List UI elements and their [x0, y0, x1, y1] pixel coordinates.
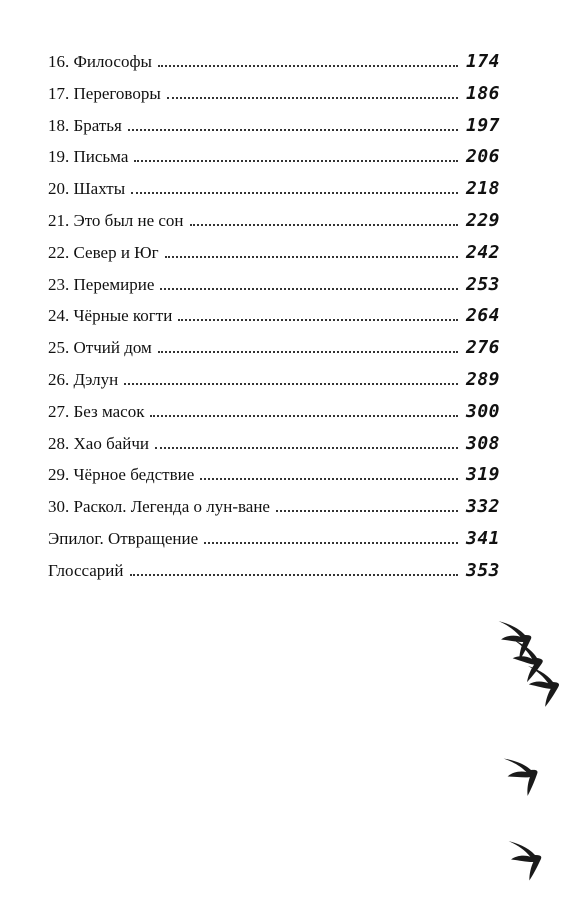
dot-leader [124, 383, 458, 385]
toc-entry-title: Эпилог. Отвращение [48, 528, 199, 548]
toc-entry-page: 253 [465, 273, 500, 295]
dot-leader [160, 288, 458, 290]
toc-entry[interactable] [48, 275, 500, 307]
toc-entry-page: 308 [465, 432, 500, 454]
toc-entry-title: 21. Это был не сон [48, 210, 184, 230]
toc-entry-title: 27. Без масок [48, 401, 145, 421]
toc-entry[interactable] [48, 116, 500, 148]
toc-entry[interactable] [48, 211, 500, 243]
toc-entry-page: 276 [465, 337, 500, 359]
toc-entry-page: 332 [465, 496, 500, 518]
toc-entry[interactable] [48, 561, 500, 593]
toc-entry-page: 218 [465, 178, 500, 200]
toc-entry-title: 25. Отчий дом [48, 338, 152, 358]
toc-entry-page: 186 [465, 82, 500, 104]
toc-entry[interactable] [48, 147, 500, 179]
dot-leader [134, 160, 458, 162]
dot-leader [178, 319, 458, 321]
toc-entry-page: 264 [465, 305, 500, 327]
toc-entry[interactable] [48, 370, 500, 402]
toc-entry[interactable] [48, 306, 500, 338]
toc-entry-title: 19. Письма [48, 147, 129, 167]
toc-entry[interactable] [48, 243, 500, 275]
dot-leader [130, 574, 458, 576]
toc-entry[interactable] [48, 497, 500, 529]
bird-footprints-icon [495, 610, 568, 892]
dot-leader [200, 478, 458, 480]
toc-entry-page: 229 [465, 209, 500, 231]
toc-entry[interactable] [48, 465, 500, 497]
toc-entry-title: 30. Раскол. Легенда о лун-ване [48, 497, 270, 517]
toc-entry-page: 319 [465, 464, 500, 486]
toc-entry-title: 16. Философы [48, 52, 152, 71]
dot-leader [276, 510, 458, 512]
toc-entry-page: 353 [465, 559, 500, 581]
dot-leader [155, 447, 458, 449]
toc-entry-title: 18. Братья [48, 115, 122, 135]
toc-entry[interactable] [48, 402, 500, 434]
toc-entry-title: 29. Чёрное бедствие [48, 465, 195, 485]
toc-entry-page: 197 [465, 114, 500, 136]
toc-entry-title: 26. Дэлун [48, 369, 119, 389]
toc-entry[interactable] [48, 338, 500, 370]
dot-leader [158, 351, 458, 353]
dot-leader [167, 97, 458, 99]
toc-entry-title: 17. Переговоры [48, 83, 161, 103]
toc-entry-title: 28. Хао байчи [48, 433, 150, 453]
toc-entry-title: 24. Чёрные когти [48, 306, 173, 326]
toc-entry-page: 289 [465, 368, 500, 390]
toc-entry-page: 341 [465, 527, 500, 549]
dot-leader [190, 224, 458, 226]
toc-entry-page: 206 [465, 146, 500, 168]
dot-leader [165, 256, 458, 258]
toc-entry[interactable] [48, 84, 500, 116]
toc-entry-page: 174 [465, 51, 500, 72]
toc-entry-title: Глоссарий [48, 560, 124, 580]
toc-entry[interactable] [48, 179, 500, 211]
table-of-contents [48, 52, 500, 593]
toc-entry-title: 22. Север и Юг [48, 242, 159, 262]
toc-entry-title: 20. Шахты [48, 179, 126, 199]
toc-entry[interactable] [48, 52, 500, 84]
dot-leader [131, 192, 458, 194]
toc-entry-title: 23. Перемирие [48, 274, 155, 294]
toc-entry[interactable] [48, 434, 500, 466]
dot-leader [204, 542, 458, 544]
toc-entry[interactable] [48, 529, 500, 561]
dot-leader [158, 65, 458, 67]
toc-entry-page: 300 [465, 400, 500, 422]
dot-leader [150, 415, 458, 417]
dot-leader [128, 129, 458, 131]
toc-entry-page: 242 [465, 241, 500, 263]
